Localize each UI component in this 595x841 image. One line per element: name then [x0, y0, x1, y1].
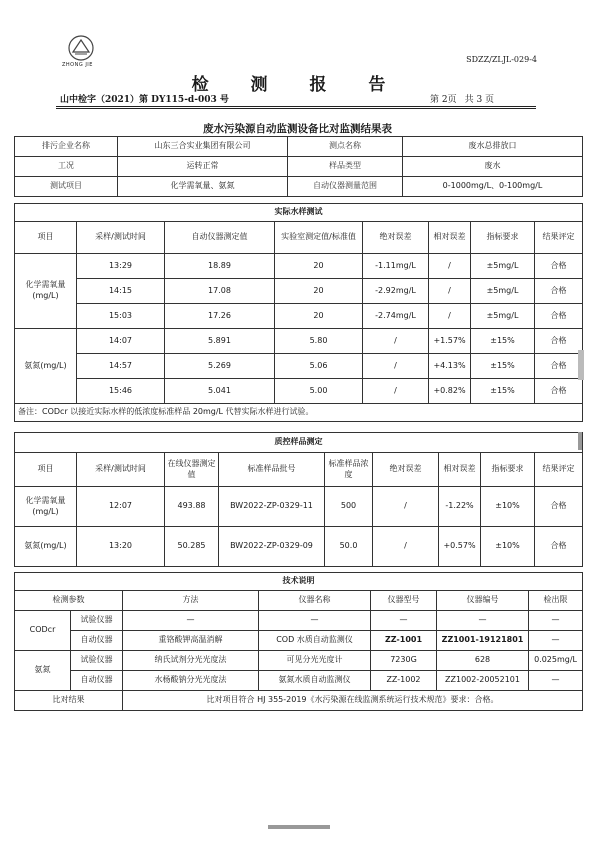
scan-artifact [578, 350, 584, 380]
table-cell: 5.80 [275, 329, 363, 354]
table-cell: 14:15 [77, 279, 165, 304]
column-header: 自动仪器测定值 [165, 222, 275, 254]
info-table [14, 136, 583, 197]
table-cell: ±5mg/L [471, 254, 535, 279]
table-cell: +0.82% [429, 379, 471, 404]
table-cell: / [363, 379, 429, 404]
table-cell: 合格 [535, 329, 583, 354]
table-cell: 自动仪器 [71, 671, 123, 691]
table-cell: -1.11mg/L [363, 254, 429, 279]
table-cell: BW2022-ZP-0329-11 [219, 487, 325, 527]
table-cell: ZZ1001-19121801 [437, 631, 529, 651]
column-header: 采样/测试时间 [77, 222, 165, 254]
qc-sample-table [14, 432, 583, 567]
info-value: 废水总排放口 [403, 137, 583, 157]
info-value: 山东三合实业集团有限公司 [118, 137, 288, 157]
table-cell: 合格 [535, 487, 583, 527]
section-row [15, 573, 583, 591]
table-cell: 试验仪器 [71, 611, 123, 631]
table-cell: 5.00 [275, 379, 363, 404]
table-cell: 合格 [535, 279, 583, 304]
table-title: 废水污染源自动监测设备比对监测结果表 [203, 123, 392, 135]
header-divider-2 [56, 108, 536, 109]
table-cell: 重铬酸钾高温消解 [123, 631, 259, 651]
table-row [15, 254, 583, 279]
table-row [15, 651, 583, 671]
table-row [15, 527, 583, 567]
table-cell: 纳氏试剂分光光度法 [123, 651, 259, 671]
column-header: 相对误差 [429, 222, 471, 254]
section-title: 实际水样测试 [15, 204, 583, 222]
table-cell: 13:29 [77, 254, 165, 279]
table-cell: / [429, 304, 471, 329]
table-cell: ±10% [481, 487, 535, 527]
table-cell: 20 [275, 279, 363, 304]
table-cell: 14:57 [77, 354, 165, 379]
info-label: 测试项目 [15, 177, 118, 197]
section-title: 技术说明 [15, 573, 583, 591]
table-cell: 合格 [535, 527, 583, 567]
table-cell: 17.08 [165, 279, 275, 304]
logo-text: ZHONG JIE [62, 62, 93, 68]
table-cell: 493.88 [165, 487, 219, 527]
info-value: 0-1000mg/L、0-100mg/L [403, 177, 583, 197]
table-cell: ZZ-1002 [371, 671, 437, 691]
column-header: 项目 [15, 453, 77, 487]
column-header: 指标要求 [481, 453, 535, 487]
table-cell: 水杨酸钠分光光度法 [123, 671, 259, 691]
table-cell: +0.57% [439, 527, 481, 567]
table-cell: — [123, 611, 259, 631]
section-row [15, 204, 583, 222]
info-row [15, 177, 583, 197]
table-row [15, 631, 583, 651]
group-label: 氨氮(mg/L) [15, 329, 77, 404]
table-cell: 合格 [535, 304, 583, 329]
table-cell: 12:07 [77, 487, 165, 527]
table-cell: — [529, 671, 583, 691]
table-cell: 15:03 [77, 304, 165, 329]
table-cell: 0.025mg/L [529, 651, 583, 671]
column-header: 结果评定 [535, 222, 583, 254]
column-header: 项目 [15, 222, 77, 254]
table-cell: 5.06 [275, 354, 363, 379]
table-cell: 50.0 [325, 527, 373, 567]
column-header: 仪器编号 [437, 591, 529, 611]
conclusion-row [15, 691, 583, 711]
table-row [15, 304, 583, 329]
table-cell: / [429, 279, 471, 304]
column-header: 绝对误差 [363, 222, 429, 254]
table-cell: 合格 [535, 354, 583, 379]
note-row [15, 404, 583, 422]
info-label: 排污企业名称 [15, 137, 118, 157]
scan-artifact [268, 825, 330, 829]
conclusion-label: 比对结果 [15, 691, 123, 711]
page-total: 共 3 页 [464, 95, 495, 105]
column-header: 仪器名称 [259, 591, 371, 611]
column-header: 结果评定 [535, 453, 583, 487]
table-cell: 18.89 [165, 254, 275, 279]
table-cell: 5.891 [165, 329, 275, 354]
table-cell: ±5mg/L [471, 304, 535, 329]
scan-artifact [578, 432, 582, 450]
header-row [15, 222, 583, 254]
report-title: 检 测 报 告 [191, 75, 404, 95]
table-cell: 合格 [535, 379, 583, 404]
table-cell: 5.041 [165, 379, 275, 404]
table-cell: / [363, 329, 429, 354]
table-cell: ZZ-1001 [371, 631, 437, 651]
table-row [15, 487, 583, 527]
column-header: 检测参数 [15, 591, 123, 611]
column-header: 仪器型号 [371, 591, 437, 611]
table-cell: ±5mg/L [471, 279, 535, 304]
table-cell: 15:46 [77, 379, 165, 404]
header-row [15, 591, 583, 611]
table-cell: BW2022-ZP-0329-09 [219, 527, 325, 567]
table-cell: / [429, 254, 471, 279]
column-header: 检出限 [529, 591, 583, 611]
param-label: CODcr [15, 611, 71, 651]
header-row [15, 453, 583, 487]
header-divider [56, 106, 536, 107]
table-cell: +4.13% [429, 354, 471, 379]
report-number: 山中检字（2021）第 DY115-d-003 号 [60, 95, 229, 105]
table-cell: +1.57% [429, 329, 471, 354]
note-text: 备注：CODcr 以接近实际水样的低浓度标准样品 20mg/L 代替实际水样进行试验。 [15, 404, 583, 422]
table-cell: ZZ1002-20052101 [437, 671, 529, 691]
section-row [15, 433, 583, 453]
table-row [15, 671, 583, 691]
column-header: 在线仪器测定值 [165, 453, 219, 487]
column-header: 绝对误差 [373, 453, 439, 487]
table-cell: 17.26 [165, 304, 275, 329]
table-row [15, 379, 583, 404]
table-cell: — [529, 611, 583, 631]
table-cell: 20 [275, 304, 363, 329]
info-label: 样品类型 [288, 157, 403, 177]
group-label: 化学需氧量(mg/L) [15, 254, 77, 329]
info-row [15, 157, 583, 177]
column-header: 指标要求 [471, 222, 535, 254]
table-cell: ±15% [471, 354, 535, 379]
table-row [15, 329, 583, 354]
info-label: 工况 [15, 157, 118, 177]
table-cell: / [373, 487, 439, 527]
column-header: 标准样品批号 [219, 453, 325, 487]
table-cell: -2.74mg/L [363, 304, 429, 329]
page-current: 第 2页 [430, 95, 457, 105]
table-cell: 50.285 [165, 527, 219, 567]
table-cell: 试验仪器 [71, 651, 123, 671]
table-cell: 化学需氧量(mg/L) [15, 487, 77, 527]
section-title: 质控样品测定 [15, 433, 583, 453]
info-value: 运转正常 [118, 157, 288, 177]
column-header: 相对误差 [439, 453, 481, 487]
table-cell: — [437, 611, 529, 631]
table-row [15, 279, 583, 304]
table-cell: ±10% [481, 527, 535, 567]
table-cell: -2.92mg/L [363, 279, 429, 304]
table-cell: COD 水质自动监测仪 [259, 631, 371, 651]
table-cell: — [259, 611, 371, 631]
conclusion-text: 比对项目符合 HJ 355-2019《水污染源在线监测系统运行技术规范》要求：合格。 [123, 691, 583, 711]
table-cell: — [529, 631, 583, 651]
actual-sample-table [14, 203, 583, 422]
table-cell: 合格 [535, 254, 583, 279]
table-cell: 可见分光光度计 [259, 651, 371, 671]
table-cell: 5.269 [165, 354, 275, 379]
table-cell: — [371, 611, 437, 631]
table-cell: 氨氮(mg/L) [15, 527, 77, 567]
table-cell: 13:20 [77, 527, 165, 567]
column-header: 实验室测定值/标准值 [275, 222, 363, 254]
table-row [15, 611, 583, 631]
info-value: 废水 [403, 157, 583, 177]
table-cell: / [363, 354, 429, 379]
param-label: 氨氮 [15, 651, 71, 691]
info-row [15, 137, 583, 157]
document-code: SDZZ/ZLJL-029-4 [466, 55, 537, 64]
table-cell: 500 [325, 487, 373, 527]
column-header: 方法 [123, 591, 259, 611]
page-indicator [430, 92, 494, 105]
info-value: 化学需氧量、氨氮 [118, 177, 288, 197]
table-cell: 628 [437, 651, 529, 671]
table-cell: ±15% [471, 329, 535, 354]
info-label: 自动仪器测量范围 [288, 177, 403, 197]
table-cell: 20 [275, 254, 363, 279]
table-cell: ±15% [471, 379, 535, 404]
table-cell: 氨氮水质自动监测仪 [259, 671, 371, 691]
tech-description-table [14, 572, 583, 711]
table-cell: / [373, 527, 439, 567]
table-cell: -1.22% [439, 487, 481, 527]
table-cell: 自动仪器 [71, 631, 123, 651]
info-label: 测点名称 [288, 137, 403, 157]
column-header: 标准样品浓度 [325, 453, 373, 487]
table-row [15, 354, 583, 379]
table-cell: 7230G [371, 651, 437, 671]
table-cell: 14:07 [77, 329, 165, 354]
column-header: 采样/测试时间 [77, 453, 165, 487]
